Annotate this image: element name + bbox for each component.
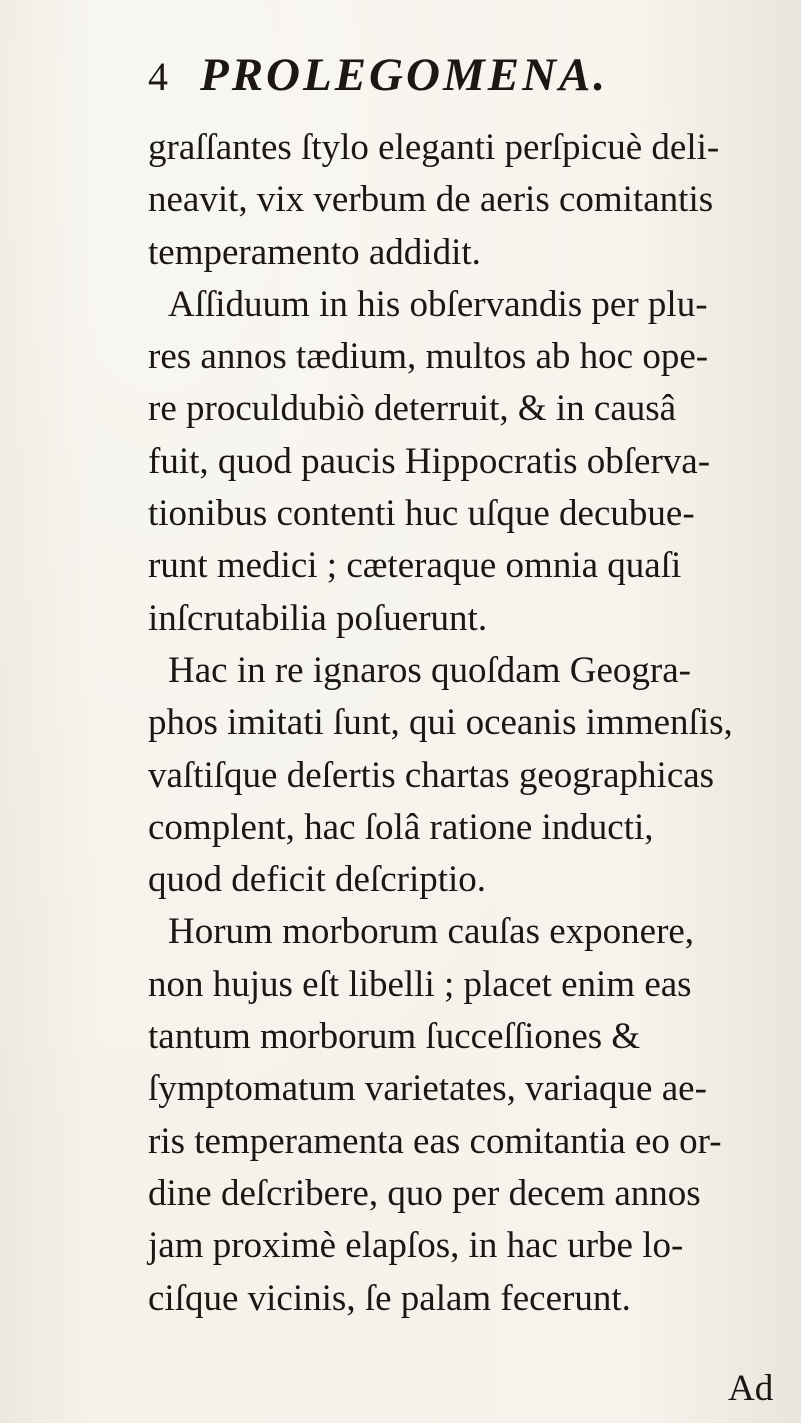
text-line: phos imitati ſunt, qui oceanis immenſis, (148, 702, 733, 744)
text-line: quod deficit deſcriptio. (148, 859, 487, 901)
catchword: Ad (728, 1368, 774, 1409)
text-line: ſymptomatum varietates, variaque ae- (148, 1068, 707, 1110)
text-line: temperamento addidit. (148, 231, 481, 273)
text-line: tantum morborum ſucceſſiones & (148, 1016, 641, 1058)
text-line: inſcrutabilia poſuerunt. (148, 597, 488, 639)
text-line: complent, hac ſolâ ratione inducti, (148, 806, 654, 848)
text-line: re proculdubiò deterruit, & in causâ (148, 388, 677, 430)
text-line: graſſantes ſtylo eleganti perſpicuè deli- (148, 127, 720, 168)
text-line: non hujus eſt libelli ; placet enim eas (148, 963, 692, 1005)
text-line: vaſtiſque deſertis chartas geographicas (148, 754, 715, 796)
text-line: dine deſcribere, quo per decem annos (148, 1172, 701, 1214)
text-line: ris temperamenta eas comitantia eo or- (148, 1120, 722, 1162)
text-line: Horum morborum cauſas exponere, (168, 911, 695, 953)
text-line: Aſſiduum in his obſervandis per plu- (168, 283, 708, 325)
running-title: PROLEGOMENA. (200, 49, 609, 101)
page-number: 4 (148, 54, 168, 99)
text-line: tionibus contenti huc uſque decubue- (148, 493, 695, 535)
text-line: neavit, vix verbum de aeris comitantis (148, 179, 714, 221)
page-header (148, 48, 608, 108)
text-line: jam proximè elapſos, in hac urbe lo- (148, 1225, 684, 1267)
text-line: Hac in re ignaros quoſdam Geogra- (168, 649, 691, 691)
text-line: fuit, quod paucis Hippocratis obſerva- (148, 440, 711, 482)
text-line: ciſque vicinis, ſe palam fecerunt. (148, 1277, 631, 1319)
body-text (148, 122, 788, 1325)
text-line: res annos tædium, multos ab hoc ope- (148, 336, 709, 378)
text-line: runt medici ; cæteraque omnia quaſi (148, 545, 682, 587)
